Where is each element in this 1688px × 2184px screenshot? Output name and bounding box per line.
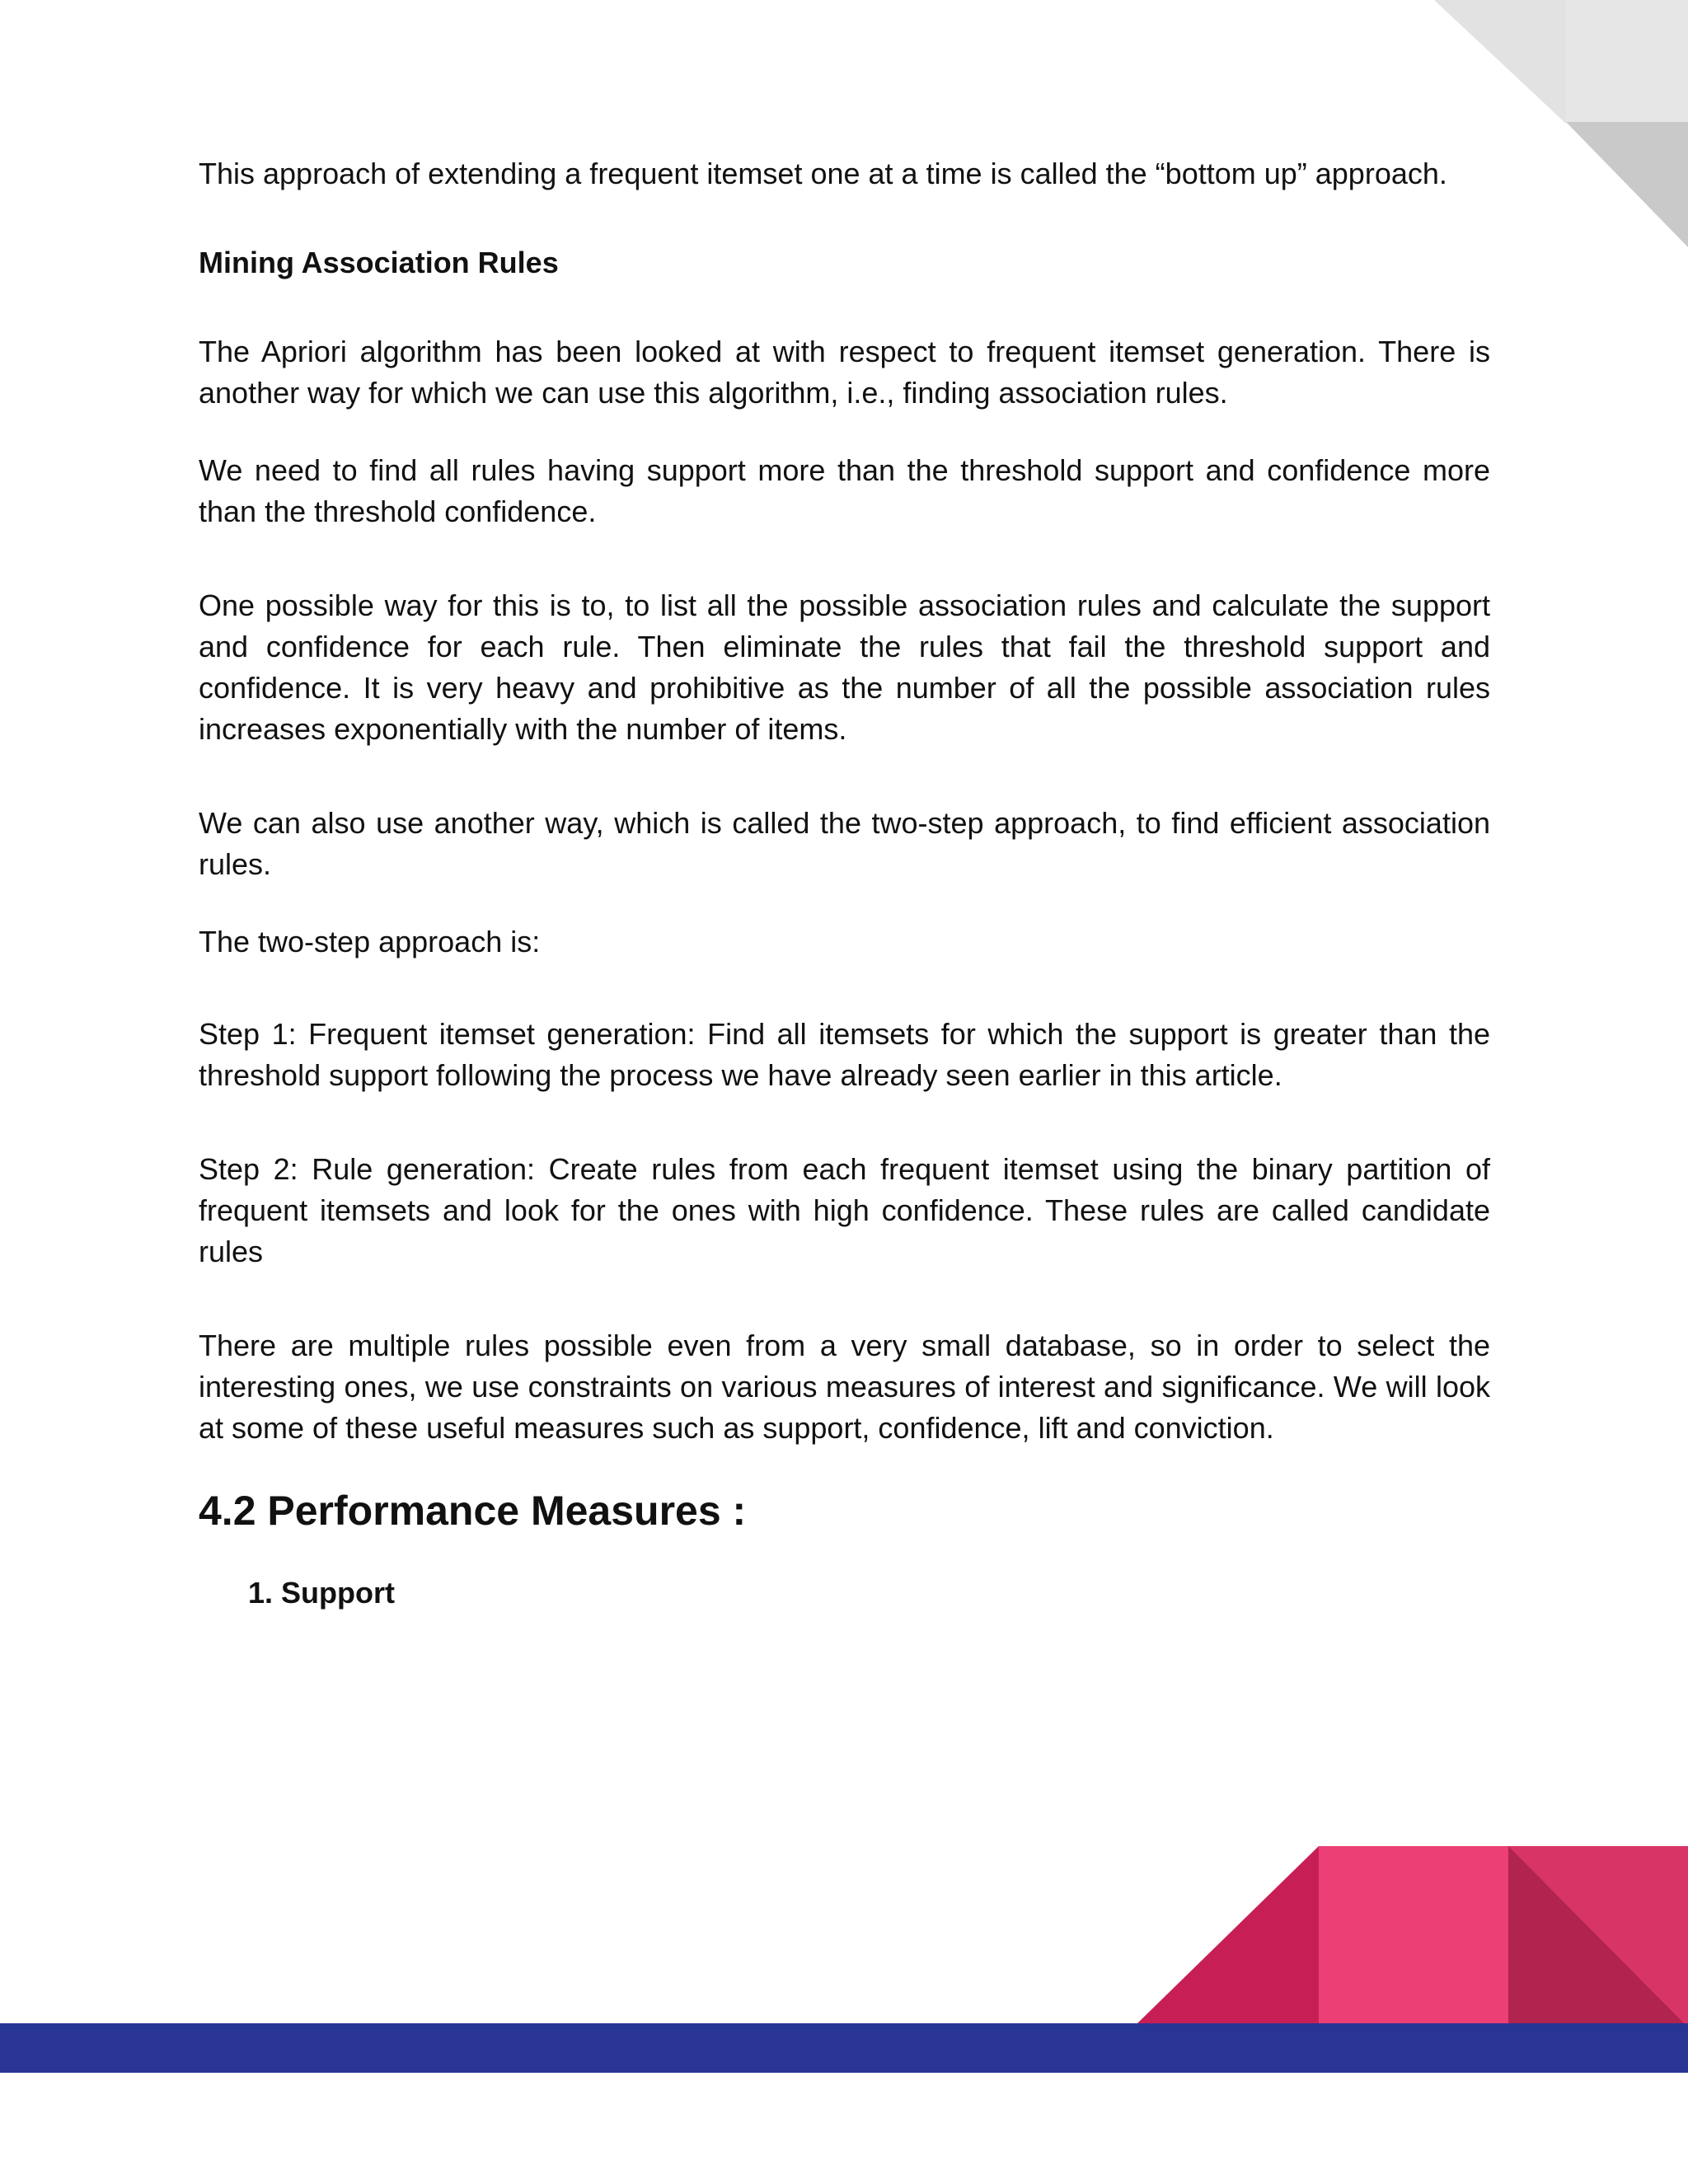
paragraph-bottom-up: This approach of extending a frequent itemset one at a time is called the “bottom up” approach. (199, 157, 1447, 190)
section-heading-performance-measures: 4.2 Performance Measures : (199, 1488, 747, 1534)
paragraph-step-2: Step 2: Rule generation: Create rules from each frequent itemset using the binary partition of frequent itemsets and look for the ones with high confidence. These rules are called candidate rules (199, 1152, 1490, 1268)
paragraph-threshold: We need to find all rules having support more than the threshold support and confidence more than the threshold confidence. (199, 453, 1490, 528)
paragraph-multiple-rules: There are multiple rules possible even from a very small database, so in order to select the interesting ones, we use constraints on various measures of interest and significance. We will look at some of these useful measures such as support, confidence, lift and conviction. (199, 1329, 1490, 1445)
paragraph-possible-way: One possible way for this is to, to list all the possible association rules and calculate the support and confidence for each rule. Then eliminate the rules that fail the threshold support and confidence. It is very heavy and prohibitive as the number of all the possible association rules increases exponentially with the number of items. (199, 588, 1490, 746)
paragraph-apriori: The Apriori algorithm has been looked at with respect to frequent itemset generation. There is another way for which we can use this algorithm, i.e., finding association rules. (199, 335, 1490, 410)
paragraph-step-1: Step 1: Frequent itemset generation: Find all itemsets for which the support is greater than the threshold support following the process we have already seen earlier in this article. (199, 1017, 1490, 1092)
paragraph-two-step-label: The two-step approach is: (199, 925, 541, 958)
heading-mining-association-rules: Mining Association Rules (199, 246, 559, 279)
corner-decoration-bottom-right (1137, 1838, 1688, 2027)
paragraph-two-step-intro: We can also use another way, which is called the two-step approach, to find efficient association rules. (199, 806, 1490, 881)
document-body (199, 153, 1490, 1614)
footer-band (0, 2023, 1688, 2073)
list-item-support: 1. Support (248, 1576, 395, 1610)
